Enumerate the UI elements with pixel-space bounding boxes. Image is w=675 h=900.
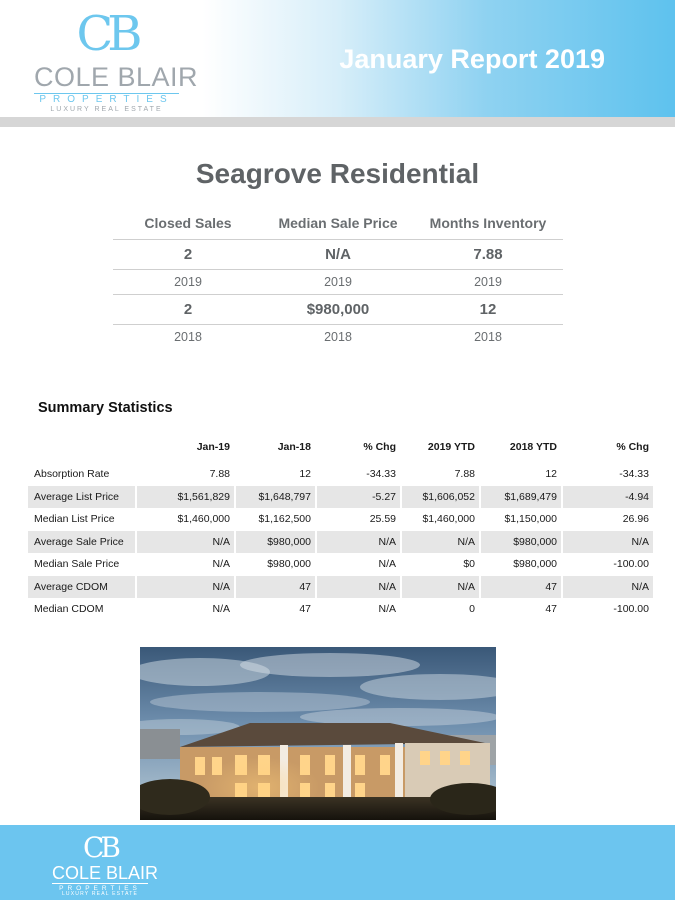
row-label: Average Sale Price [28,531,135,554]
headline-stats-table [113,211,563,350]
summary-row [28,553,653,576]
table-cell: $1,150,000 [479,508,561,531]
column-header [28,431,135,463]
table-cell: 47 [234,576,315,599]
column-header-ytd-pct-chg: % Chg [561,431,653,463]
table-cell: 26.96 [561,508,653,531]
row-label: Median CDOM [34,603,104,616]
year-label: 2018 [324,330,352,344]
summary-row [28,531,653,554]
summary-header-row [28,431,653,463]
header-divider [0,117,675,127]
table-cell: 7.88 [135,463,234,486]
column-header-2018-ytd: 2018 YTD [479,431,561,463]
summary-row [28,486,653,509]
summary-title: Summary Statistics [38,400,173,416]
table-cell: 47 [234,598,315,621]
table-cell: N/A [135,553,234,576]
table-cell: 0 [400,598,479,621]
year-label: 2018 [474,330,502,344]
table-cell: 47 [479,598,561,621]
section-title: Seagrove Residential [195,158,480,189]
headline-years-2018 [113,325,563,350]
column-header-jan-18: Jan-18 [234,431,315,463]
logo-subtitle: PROPERTIES [34,93,179,105]
table-cell: $0 [400,553,479,576]
property-photo [140,647,496,820]
header-closed-sales: Closed Sales [144,215,232,231]
row-label: Average CDOM [28,576,135,599]
footer-logo [52,831,159,897]
median-sale-price-value: N/A [325,246,351,263]
logo-tagline: LUXURY REAL ESTATE [50,106,163,113]
headline-years-2019 [113,270,563,295]
table-cell: $1,561,829 [135,486,234,509]
header-median-sale-price: Median Sale Price [278,215,398,231]
headline-stats-header [113,211,563,240]
table-cell: $1,606,052 [400,486,479,509]
year-label: 2019 [174,275,202,289]
row-label: Median List Price [34,513,115,526]
table-cell: $980,000 [234,531,315,554]
column-header-jan-19: Jan-19 [135,431,234,463]
table-cell: $980,000 [234,553,315,576]
table-cell: 12 [479,463,561,486]
summary-row [28,576,653,599]
year-label: 2019 [324,275,352,289]
table-cell: N/A [561,576,653,599]
logo-monogram: CB [76,6,137,62]
closed-sales-value: 2 [183,246,193,263]
year-label: 2018 [174,330,202,344]
table-cell: $1,460,000 [135,508,234,531]
company-logo [34,6,199,113]
summary-statistics-table [28,431,653,621]
closed-sales-value: 2 [183,301,193,318]
logo-tagline: LUXURY REAL ESTATE [61,891,139,897]
column-header-2019-ytd: 2019 YTD [400,431,479,463]
table-cell: $1,648,797 [234,486,315,509]
table-cell: $1,689,479 [479,486,561,509]
table-cell: -4.94 [561,486,653,509]
table-cell: $980,000 [479,553,561,576]
logo-subtitle: PROPERTIES [52,883,148,892]
logo-company-name: COLE BLAIR [34,62,199,92]
table-cell: 7.88 [400,463,479,486]
report-title: January Report 2019 [339,44,605,74]
header-months-inventory: Months Inventory [429,215,547,231]
table-cell: -100.00 [561,553,653,576]
table-cell: N/A [135,531,234,554]
summary-row [28,598,653,621]
table-cell: N/A [400,576,479,599]
table-cell: N/A [315,553,400,576]
summary-row [28,508,653,531]
table-cell: $980,000 [479,531,561,554]
year-label: 2019 [474,275,502,289]
row-label: Median Sale Price [34,558,120,571]
logo-company-name: COLE BLAIR [52,863,159,883]
table-cell: N/A [315,576,400,599]
table-cell: N/A [315,531,400,554]
table-cell: 12 [234,463,315,486]
table-cell: N/A [315,598,400,621]
table-cell: -34.33 [561,463,653,486]
months-inventory-value: 7.88 [473,246,503,263]
table-cell: -100.00 [561,598,653,621]
headline-values-2019 [113,240,563,270]
headline-values-2018 [113,295,563,325]
table-cell: $1,162,500 [234,508,315,531]
row-label: Absorption Rate [34,468,110,481]
summary-row [28,463,653,486]
table-cell: N/A [561,531,653,554]
table-cell: $1,460,000 [400,508,479,531]
table-cell: 25.59 [315,508,400,531]
table-cell: N/A [135,576,234,599]
table-cell: 47 [479,576,561,599]
logo-monogram: CB [83,831,117,864]
column-header-pct-chg: % Chg [315,431,400,463]
table-cell: N/A [135,598,234,621]
row-label: Average List Price [28,486,135,509]
table-cell: N/A [400,531,479,554]
table-cell: -5.27 [315,486,400,509]
median-sale-price-value: $980,000 [306,301,370,318]
months-inventory-value: 12 [479,301,497,318]
table-cell: -34.33 [315,463,400,486]
